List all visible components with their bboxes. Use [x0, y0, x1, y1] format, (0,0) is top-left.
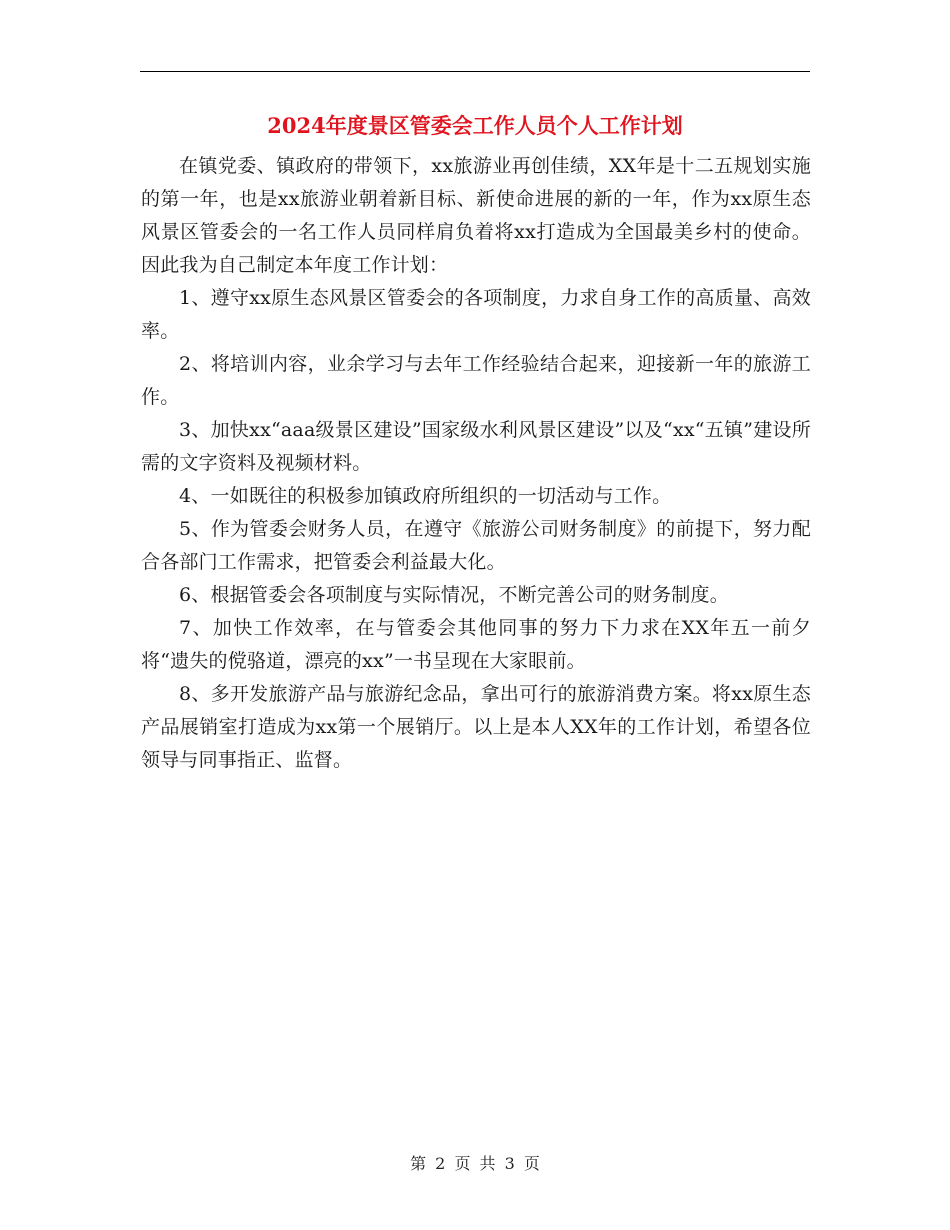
- document-body: [141, 150, 811, 777]
- plan-item-6: 6、根据管委会各项制度与实际情况，不断完善公司的财务制度。: [179, 584, 729, 606]
- page-number-footer: 第 2 页 共 3 页: [410, 1154, 540, 1173]
- header-rule: [140, 71, 810, 72]
- document-title: 2024年度景区管委会工作人员个人工作计划: [267, 113, 683, 138]
- plan-item-1: 1、遵守xx原生态风景区管委会的各项制度，力求自身工作的高质量、高效率。: [141, 287, 811, 342]
- plan-item-2: 2、将培训内容，业余学习与去年工作经验结合起来，迎接新一年的旅游工作。: [141, 353, 811, 408]
- plan-item-8: 8、多开发旅游产品与旅游纪念品，拿出可行的旅游消费方案。将xx原生态产品展销室打造成为xx第一个展销厅。以上是本人XX年的工作计划，希望各位领导与同事指正、监督。: [141, 683, 811, 771]
- plan-item-5: 5、作为管委会财务人员，在遵守《旅游公司财务制度》的前提下，努力配合各部门工作需求，把管委会利益最大化。: [141, 518, 811, 573]
- intro-paragraph: 在镇党委、镇政府的带领下，xx旅游业再创佳绩，XX年是十二五规划实施的第一年，也是xx旅游业朝着新目标、新使命进展的新的一年，作为xx原生态风景区管委会的一名工作人员同样肩负着将xx打造成为全国最美乡村的使命。因此我为自己制定本年度工作计划：: [141, 155, 811, 276]
- plan-item-3: 3、加快xx“aaa级景区建设”国家级水利风景区建设”以及“xx“五镇”建设所需的文字资料及视频材料。: [141, 419, 811, 474]
- plan-item-7: 7、加快工作效率，在与管委会其他同事的努力下力求在XX年五一前夕将“遗失的傥骆道，漂亮的xx”一书呈现在大家眼前。: [141, 617, 811, 672]
- plan-item-4: 4、一如既往的积极参加镇政府所组织的一切活动与工作。: [179, 485, 672, 507]
